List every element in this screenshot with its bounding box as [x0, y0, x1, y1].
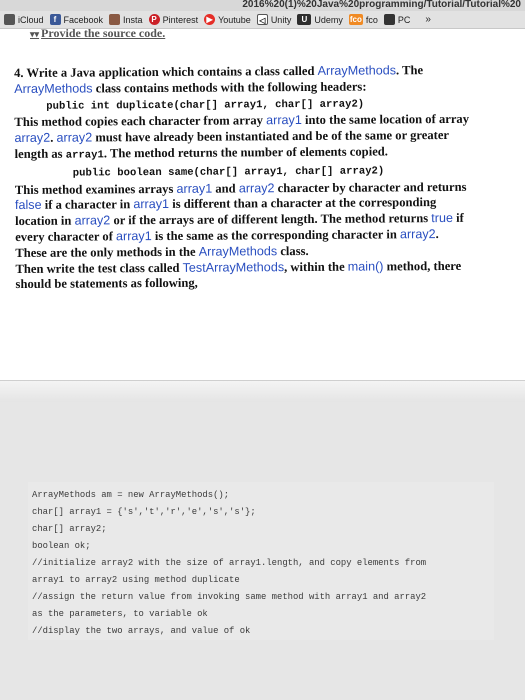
- text: .: [435, 227, 439, 242]
- variable: array2: [74, 213, 111, 228]
- bookmark-label: iCloud: [18, 14, 44, 25]
- text: if: [452, 211, 464, 226]
- text: .: [50, 130, 57, 145]
- text: should be statements as following,: [15, 276, 198, 292]
- code-line: boolean ok;: [32, 541, 91, 551]
- bookmark-pinterest[interactable]: [149, 14, 199, 25]
- text: Write a Java application which contains a class called: [26, 63, 318, 80]
- question-line: [14, 128, 484, 147]
- variable: array1: [176, 181, 213, 196]
- fco-icon: fco: [349, 15, 362, 24]
- bookmark-label: Unity: [270, 14, 292, 25]
- variable: array2: [56, 130, 93, 145]
- bookmark-label: Udemy: [314, 14, 343, 25]
- keyword: false: [14, 198, 42, 213]
- bookmark-facebook[interactable]: [50, 14, 104, 25]
- code-line: //assign the return value from invoking same method with array1 and array2: [32, 592, 427, 602]
- method-name: main(): [347, 258, 384, 274]
- text: method, there: [383, 258, 462, 273]
- text: class contains methods with the following headers:: [92, 79, 367, 96]
- text: . The: [395, 63, 424, 78]
- arrow-icon: ▾▾: [30, 29, 40, 39]
- code-line: char[] array1 = {'s','t','r','e','s','s'};: [32, 507, 256, 517]
- text: length as: [14, 146, 66, 161]
- question-line: [15, 274, 485, 293]
- text: and: [212, 181, 239, 196]
- bookmark-fco[interactable]: [349, 14, 378, 25]
- text: must have already been instantiated and be of the same or greater: [92, 128, 450, 145]
- apple-icon: [4, 14, 15, 25]
- udemy-icon: U: [297, 14, 311, 25]
- text: into the same location of array: [301, 112, 470, 128]
- class-name: TestArrayMethods: [182, 259, 285, 275]
- bookmark-label: PC: [397, 14, 411, 25]
- question-line: [14, 63, 484, 82]
- variable: array2: [14, 130, 51, 146]
- text: . The method returns the number of elements copied.: [103, 144, 388, 161]
- bookmark-label: fco: [365, 14, 378, 25]
- partial-heading-text: Provide the source code.: [41, 26, 166, 40]
- text: class.: [277, 243, 309, 258]
- text: or if the arrays are of different length. The method returns: [110, 211, 432, 228]
- variable: array1: [65, 149, 104, 162]
- class-name: ArrayMethods: [14, 81, 93, 96]
- text: , within the: [284, 259, 348, 274]
- code-signature: public int duplicate(char[] array1, char[] array2): [46, 98, 365, 113]
- text: is different than a character at the corresponding: [168, 195, 437, 212]
- bookmark-youtube[interactable]: [204, 14, 251, 25]
- bookmark-unity[interactable]: [257, 14, 292, 25]
- code-line: //display the two arrays, and value of ok: [32, 626, 251, 636]
- pinterest-icon: P: [149, 14, 160, 25]
- bookmark-pc[interactable]: [384, 14, 431, 25]
- facebook-icon: f: [50, 14, 61, 25]
- bookmark-udemy[interactable]: [297, 14, 343, 25]
- bookmark-label: Pinterest: [162, 14, 199, 25]
- variable: array1: [133, 197, 170, 212]
- text: every character of: [15, 229, 117, 244]
- text: if a character in: [41, 197, 134, 213]
- text: Then write the test class called: [15, 260, 183, 276]
- variable: array1: [115, 229, 152, 244]
- bookmark-icloud[interactable]: [4, 14, 44, 25]
- text: character by character and returns: [274, 179, 467, 195]
- partial-heading: [30, 26, 165, 41]
- text: These are the only methods in the: [15, 244, 199, 260]
- code-line: as the parameters, to variable ok: [32, 609, 208, 619]
- code-signature: public boolean same(char[] array1, char[] array2): [72, 165, 385, 180]
- class-name: ArrayMethods: [198, 243, 278, 259]
- variable: array2: [238, 180, 275, 196]
- bookmark-label: Insta: [123, 14, 143, 25]
- code-line: char[] array2;: [32, 524, 107, 534]
- instagram-icon: [109, 14, 120, 25]
- code-line: //initialize array2 with the size of array1.length, and copy elements from: [32, 558, 427, 568]
- text: This method examines arrays: [14, 181, 177, 197]
- text: location in: [15, 213, 75, 229]
- url-text: 2016%20(1)%20Java%20programming/Tutorial/Tutorial%20: [242, 0, 521, 10]
- pc-icon: [384, 14, 395, 25]
- bookmark-label: Facebook: [63, 14, 104, 25]
- variable: array2: [399, 227, 436, 242]
- text: is the same as the corresponding character in: [151, 227, 400, 244]
- bookmark-label: Youtube: [218, 14, 251, 25]
- code-line: array1 to array2 using method duplicate: [32, 575, 240, 585]
- chevron-right-icon[interactable]: »: [425, 14, 431, 25]
- question-line: [15, 227, 485, 246]
- code-line: ArrayMethods am = new ArrayMethods();: [32, 490, 230, 500]
- bookmark-insta[interactable]: [109, 14, 143, 25]
- unity-icon: ◁: [257, 14, 268, 25]
- page-divider: [0, 380, 525, 403]
- text: This method copies each character from array: [14, 113, 267, 130]
- question-4: [14, 63, 486, 293]
- question-number: 4.: [14, 65, 24, 80]
- youtube-icon: ▶: [204, 14, 215, 25]
- class-name: ArrayMethods: [317, 63, 397, 78]
- keyword: true: [431, 211, 454, 226]
- url-bar[interactable]: [0, 0, 525, 11]
- variable: array1: [266, 113, 302, 128]
